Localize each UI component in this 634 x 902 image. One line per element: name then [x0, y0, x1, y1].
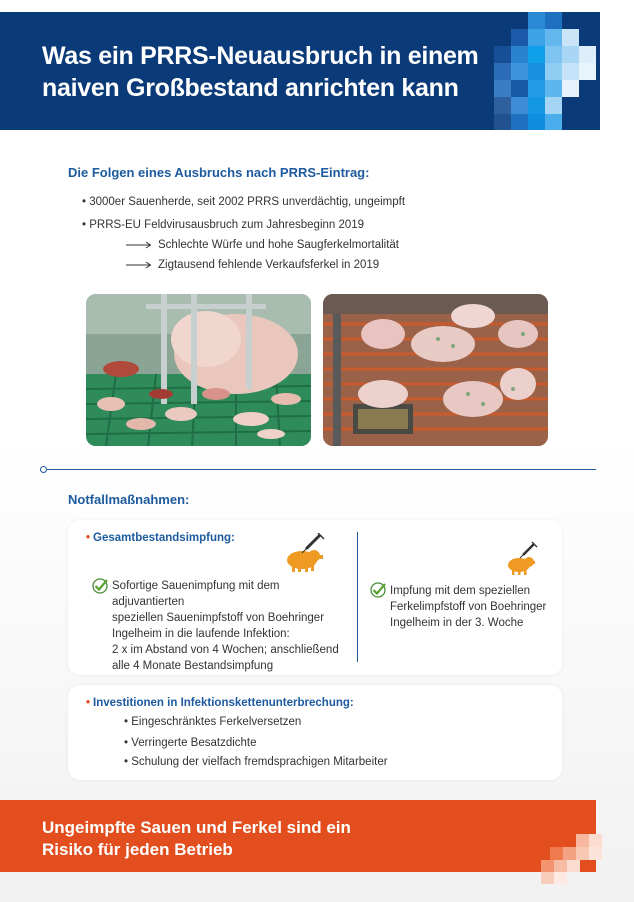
vaccination-title — [86, 532, 235, 544]
piglets-line-1: Impfung mit dem speziellen — [390, 585, 530, 597]
footer-banner — [0, 800, 596, 872]
arrow-item-label: Schlechte Würfe und hohe Saugferkelmortalität — [158, 239, 399, 251]
arrow-item-label: Zigtausend fehlende Verkaufsferkel in 2019 — [158, 259, 380, 271]
consequences-title: Die Folgen eines Ausbruchs nach PRRS-Eintrag: — [68, 165, 370, 180]
sows-line-2: speziellen Sauenimpfstoff von Boehringer — [112, 612, 325, 624]
card-vertical-divider — [357, 532, 358, 662]
page-title — [42, 40, 492, 104]
vaccination-title-text: Gesamtbestandsimpfung: — [93, 532, 235, 544]
investment-item-1: • Eingeschränktes Ferkelversetzen — [124, 716, 302, 728]
investments-title-text: Investitionen in Infektionskettenunterbrechung: — [93, 697, 354, 709]
sows-line-5: alle 4 Monate Bestandsimpfung — [112, 660, 274, 672]
check-icon — [370, 582, 386, 598]
sows-line-1: Sofortige Sauenimpfung mit dem adjuvantierten — [112, 580, 280, 608]
arrow-icon — [126, 241, 152, 249]
check-icon — [92, 578, 108, 594]
investment-item-3: • Schulung der vielfach fremdsprachigen Mitarbeiter — [124, 756, 388, 768]
divider-dot — [40, 466, 47, 473]
investments-title — [86, 697, 354, 709]
emergency-title: Notfallmaßnahmen: — [68, 492, 190, 507]
piglets-vaccination-text — [390, 583, 560, 631]
consequence-arrow-item-1 — [126, 239, 399, 251]
footer-line-1: Ungeimpfte Sauen und Ferkel sind ein — [42, 818, 351, 837]
title-line-1: Was ein PRRS-Neuausbruch in einem — [42, 42, 479, 70]
piglet-syringe-icon — [506, 541, 538, 575]
sows-line-4: 2 x im Abstand von 4 Wochen; anschließend — [112, 644, 339, 656]
footer-message — [42, 817, 351, 861]
bullet-dot: • — [86, 532, 91, 544]
pig-syringe-icon — [284, 533, 326, 573]
consequence-bullet-1: • 3000er Sauenherde, seit 2002 PRRS unverdächtig, ungeimpft — [82, 196, 406, 208]
bullet-dot: • — [86, 697, 91, 709]
piglets-line-3: Ingelheim in der 3. Woche — [390, 617, 524, 629]
section-divider — [44, 469, 596, 470]
sows-vaccination-text — [112, 578, 352, 674]
investment-item-2: • Verringerte Besatzdichte — [124, 737, 257, 749]
photo-sick-piglets — [323, 294, 548, 446]
consequence-bullet-2: • PRRS-EU Feldvirusausbruch zum Jahresbeginn 2019 — [82, 219, 365, 231]
title-line-2: naiven Großbestand anrichten kann — [42, 74, 459, 102]
sows-line-3: Ingelheim in die laufende Infektion: — [112, 628, 290, 640]
footer-line-2: Risiko für jeden Betrieb — [42, 840, 233, 859]
consequence-arrow-item-2 — [126, 259, 379, 271]
piglets-line-2: Ferkelimpfstoff von Boehringer — [390, 601, 547, 613]
photo-sow-with-dead-piglets — [86, 294, 311, 446]
arrow-icon — [126, 261, 152, 269]
